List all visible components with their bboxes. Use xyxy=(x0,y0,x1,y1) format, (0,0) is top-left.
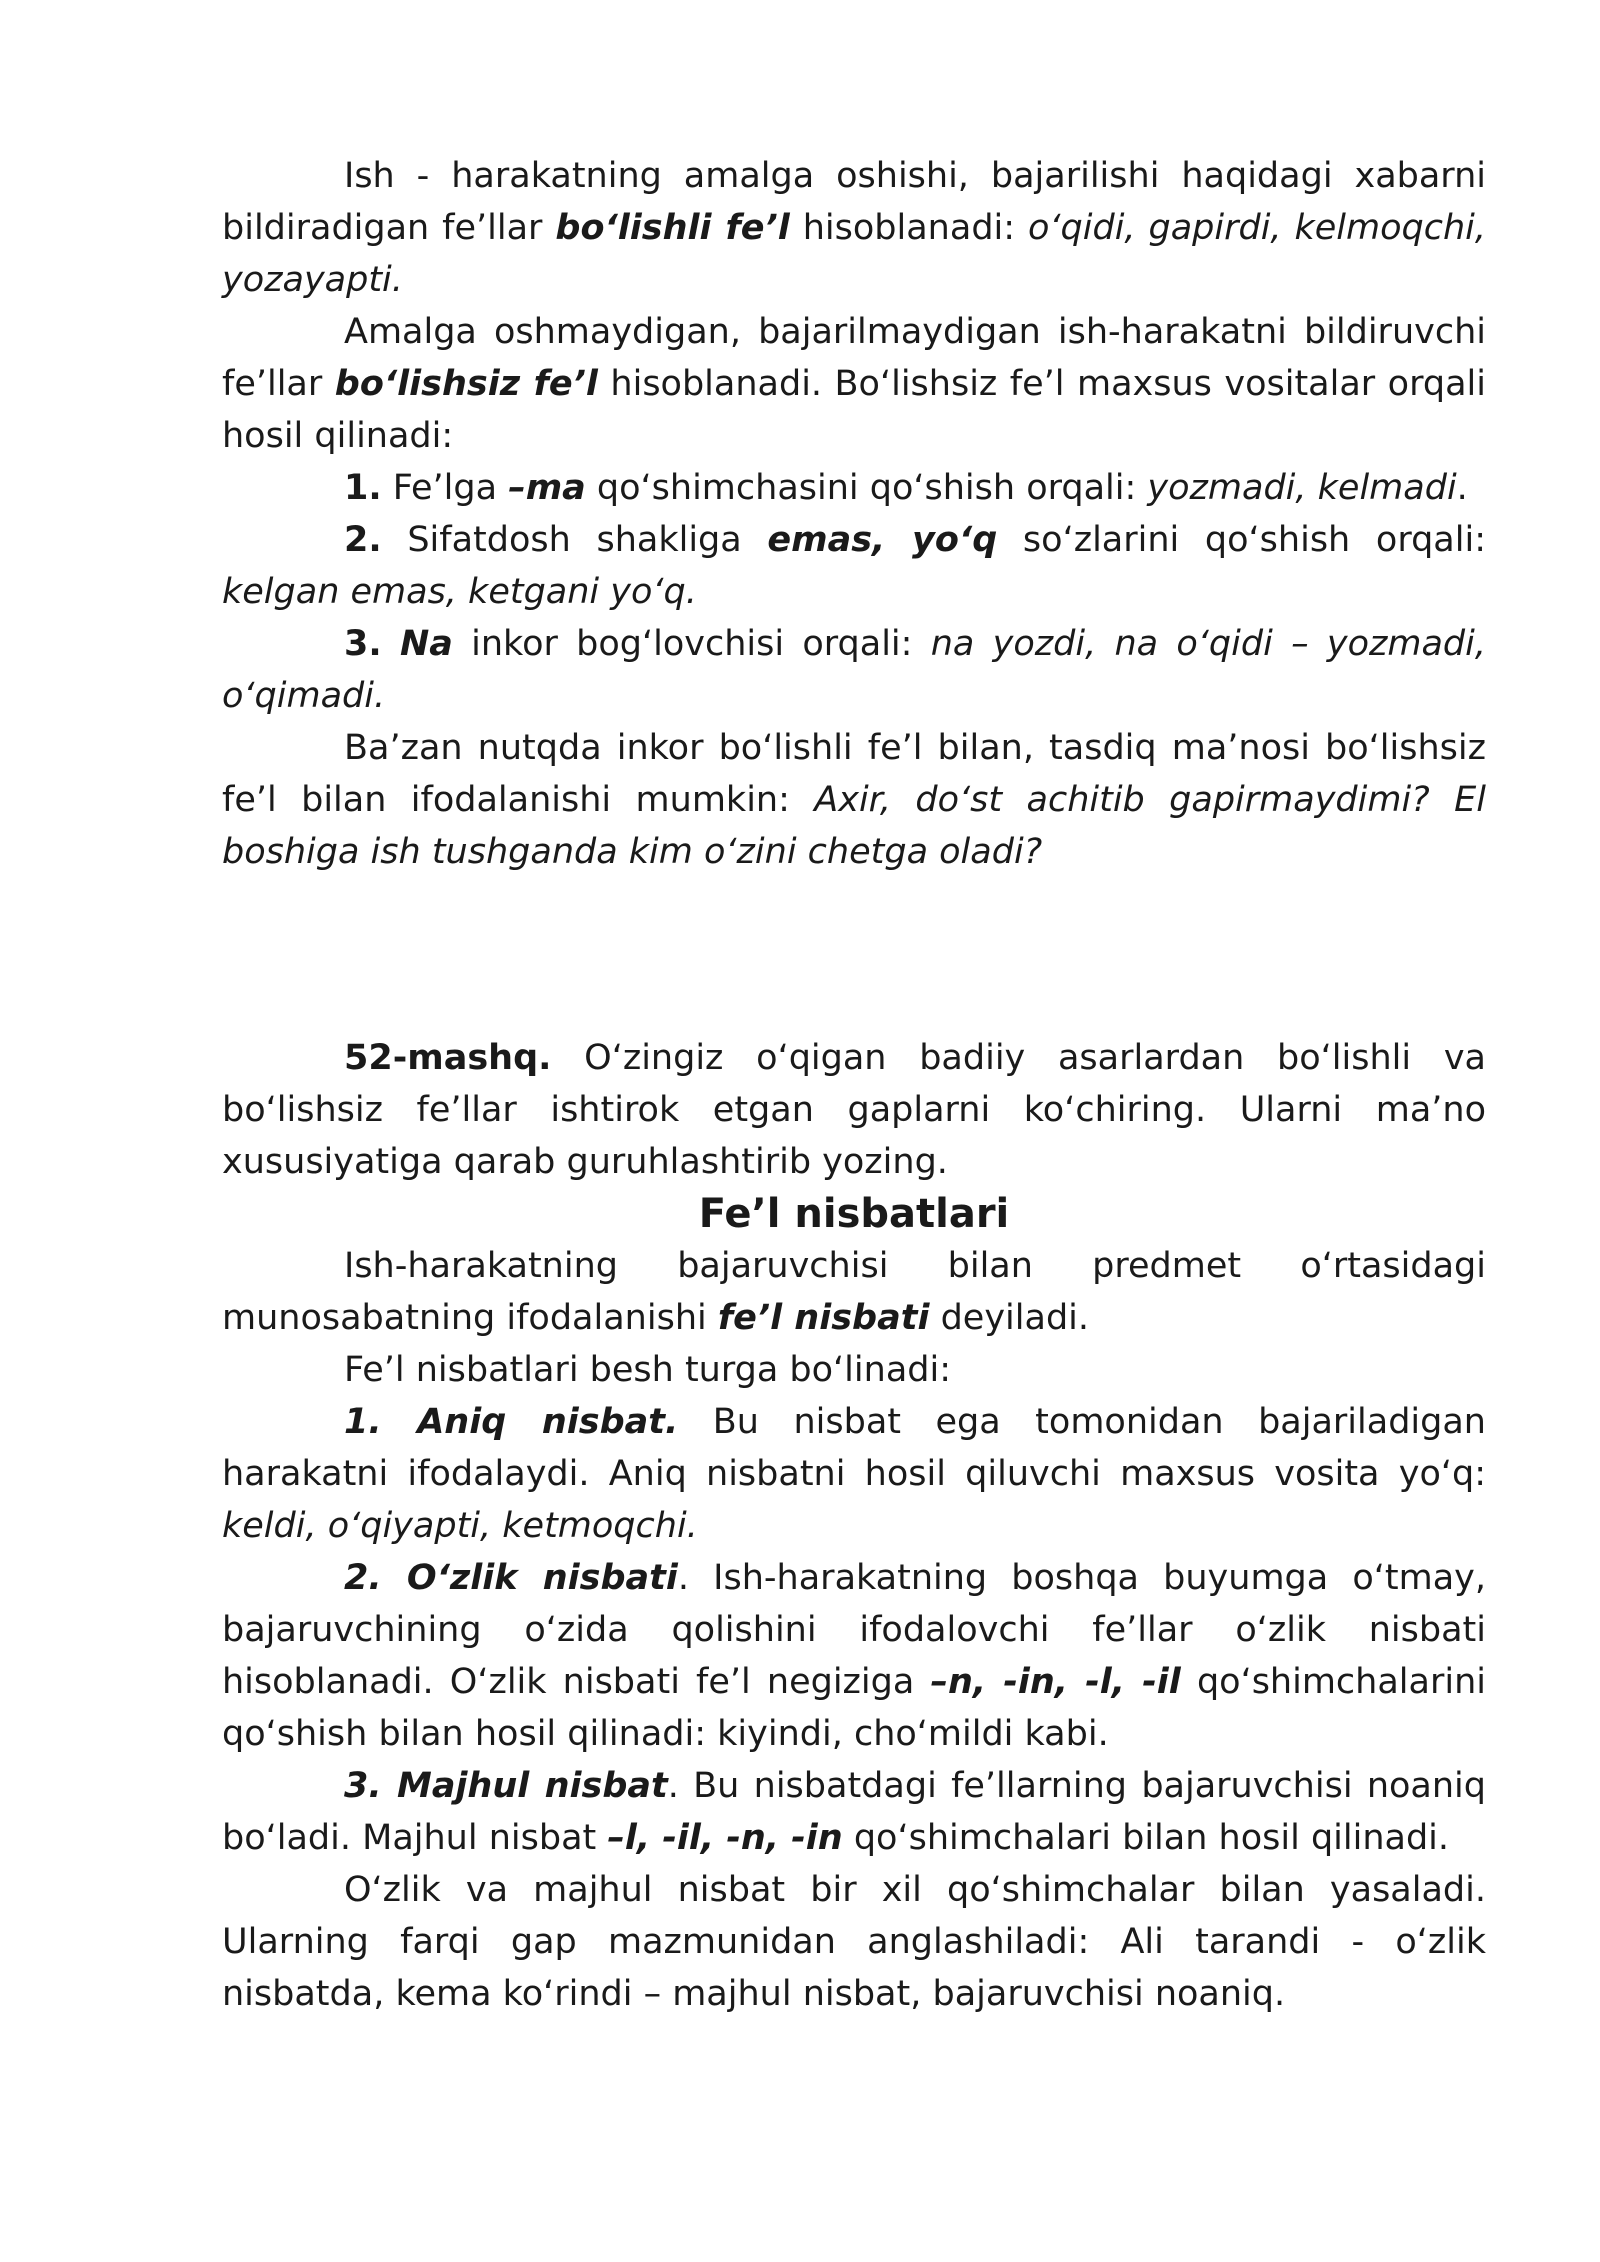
examples-text: na yozdi, na o‘qidi – yozmadi, o‘qimadi. xyxy=(222,624,1486,716)
item-text: . Bu nisbatdagi fe’llarning bajaruvchisi noaniq bo‘ladi. Majhul nisbat xyxy=(222,1766,1486,1858)
section-spacer xyxy=(222,878,1486,1032)
exercise-text: O‘zingiz o‘qigan badiiy asarlardan bo‘lishli va bo‘lishsiz fe’llar ishtirok etgan gaplarni ko‘chiring. Ularni ma’no xususiyatiga qarab guruhlashtirib yozing. xyxy=(222,1038,1486,1182)
paragraph-text: Ba’zan nutqda inkor bo‘lishli fe’l bilan, tasdiq ma’nosi bo‘lishsiz fe’l bilan ifodalanishi mumkin: xyxy=(222,728,1486,820)
list-item xyxy=(222,514,1486,618)
paragraph-text: Amalga oshmaydigan, bajarilmaydigan ish-harakatni bildiruvchi fe’llar xyxy=(222,312,1486,404)
paragraph-text: hisoblanadi. Bo‘lishsiz fe’l maxsus vositalar orqali hosil qilinadi: xyxy=(222,364,1486,456)
paragraph-text: hisoblanadi: xyxy=(789,208,1028,248)
suffixes-text: –n, -in, -l, -il xyxy=(930,1662,1181,1702)
list-number: 3. xyxy=(344,624,382,664)
item-label: 3. Majhul nisbat xyxy=(344,1766,668,1806)
list-number: 1. xyxy=(344,468,382,508)
paragraph-inkor xyxy=(222,722,1486,878)
paragraph-types-intro: Fe’l nisbatlari besh turga bo‘linadi: xyxy=(344,1350,951,1390)
list-emphasis: –ma xyxy=(508,468,586,508)
list-item xyxy=(222,462,1486,514)
paragraph-bolishsiz-fel xyxy=(222,306,1486,462)
item-text: . Ish-harakatning boshqa buyumga o‘tmay, bajaruvchining o‘zida qolishini ifodalovchi fe’llar o‘zlik nisbati hisoblanadi. O‘zlik nisbati fe’l negiziga xyxy=(222,1558,1486,1702)
item-majhul-nisbat xyxy=(222,1760,1486,1864)
list-text: qo‘shimchasini qo‘shish orqali: xyxy=(585,468,1148,508)
suffixes-text: –l, -il, -n, -in xyxy=(607,1818,843,1858)
list-item xyxy=(222,618,1486,722)
paragraph-text: Ish - harakatning amalga oshishi, bajarilishi haqidagi xabarni bildiradigan fe’llar xyxy=(222,156,1486,248)
paragraph-fel-nisbati xyxy=(222,1240,1486,1344)
examples-text: yozmadi, kelmadi xyxy=(1147,468,1457,508)
examples-text: o‘qidi, gapirdi, kelmoqchi, yozayapti. xyxy=(222,208,1487,300)
list-number: 2. xyxy=(344,520,382,560)
item-label: 2. O‘zlik nisbati xyxy=(344,1558,678,1598)
term-bolishsiz-fel: bo‘lishsiz fe’l xyxy=(334,364,598,404)
list-emphasis: Na xyxy=(399,624,453,664)
item-text: qo‘shimchalari bilan hosil qilinadi. xyxy=(842,1818,1450,1858)
term-bolishli-fel: bo‘lishli fe’l xyxy=(555,208,790,248)
item-ozlik-nisbati xyxy=(222,1552,1486,1760)
item-label: 1. Aniq nisbat. xyxy=(344,1402,679,1442)
examples-text: keldi, o‘qiyapti, ketmoqchi. xyxy=(222,1506,698,1546)
section-heading: Fe’l nisbatlari xyxy=(698,1191,1010,1237)
list-text: inkor bog‘lovchisi orqali: xyxy=(452,624,931,664)
paragraph-text: Ish-harakatning bajaruvchisi bilan predmet o‘rtasidagi munosabatning ifodalanishi xyxy=(222,1246,1486,1338)
examples-text: kelgan emas, ketgani yo‘q. xyxy=(222,572,697,612)
paragraph-bolishli-fel xyxy=(222,150,1486,306)
document-page xyxy=(222,150,1486,2020)
item-aniq-nisbat xyxy=(222,1396,1486,1552)
list-text xyxy=(382,624,400,664)
exercise-52 xyxy=(222,1032,1486,1188)
list-text: Fe’lga xyxy=(381,468,509,508)
exercise-label: 52-mashq. xyxy=(344,1038,552,1078)
paragraph-ozlik-majhul: O‘zlik va majhul nisbat bir xil qo‘shimchalar bilan yasaladi. Ularning farqi gap mazmunidan anglashiladi: Ali tarandi - o‘zlik nisbatda, kema ko‘rindi – majhul nisbat, bajaruvchisi noaniq. xyxy=(222,1870,1486,2014)
list-text: so‘zlarini qo‘shish orqali: xyxy=(997,520,1486,560)
paragraph-text: deyiladi. xyxy=(929,1298,1090,1338)
list-text: . xyxy=(1456,468,1468,508)
list-text: Sifatdosh shakliga xyxy=(381,520,768,560)
term-fel-nisbati: fe’l nisbati xyxy=(717,1298,930,1338)
list-emphasis: emas, yo‘q xyxy=(767,520,998,560)
examples-text: Axir, do‘st achitib gapirmaydimi? El boshiga ish tushganda kim o‘zini chetga oladi? xyxy=(222,780,1486,872)
item-text: qo‘shimchalarini qo‘shish bilan hosil qilinadi: kiyindi, cho‘mildi kabi. xyxy=(222,1662,1487,1754)
item-text: Bu nisbat ega tomonidan bajariladigan harakatni ifodalaydi. Aniq nisbatni hosil qiluvchi maxsus vosita yo‘q: xyxy=(222,1402,1486,1494)
